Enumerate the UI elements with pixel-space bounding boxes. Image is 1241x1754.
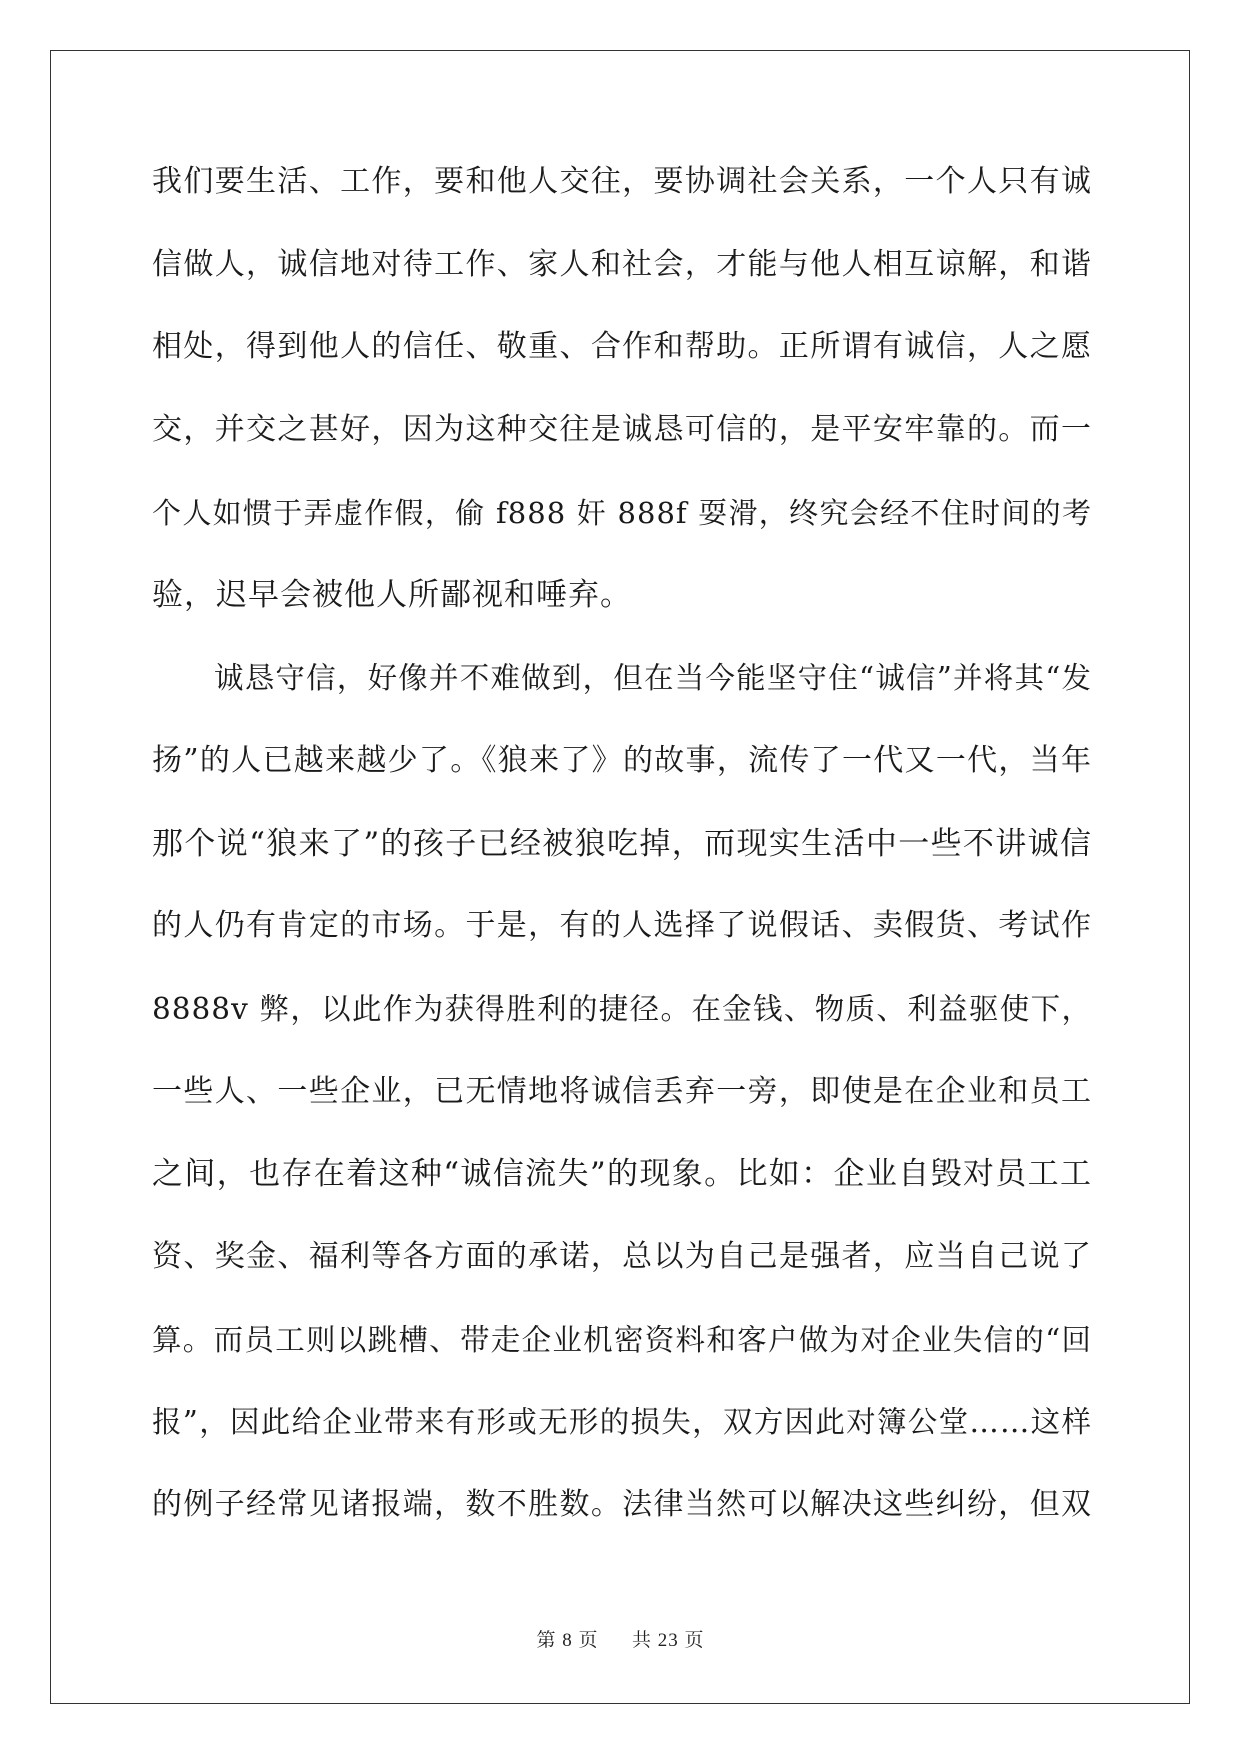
text-line: 算。而员工则以跳槽、带走企业机密资料和客户做为对企业失信的“回 [152, 1322, 1092, 1357]
text-line: 一些人、一些企业，已无情地将诚信丢弃一旁，即使是在企业和员工 [152, 1073, 1092, 1109]
paragraph-2 [152, 656, 1092, 1566]
text-line: 验，迟早会被他人所鄙视和唾弃。 [152, 577, 632, 614]
text-line: 诚恳守信，好像并不难做到，但在当今能坚守住“诚信”并将其“发 [214, 661, 1092, 696]
text-line: 资、奖金、福利等各方面的承诺，总以为自己是强者，应当自己说了 [152, 1238, 1092, 1274]
page-number: 第 8 页 [536, 1630, 599, 1651]
text-line: 交，并交之甚好，因为这种交往是诚恳可信的，是平安牢靠的。而一 [152, 412, 1092, 448]
text-line: 的例子经常见诸报端，数不胜数。法律当然可以解决这些纠纷，但双 [152, 1487, 1092, 1522]
text-line: 8888v 弊，以此作为获得胜利的捷径。在金钱、物质、利益驱使下， [152, 991, 1092, 1026]
text-line: 的人仍有肯定的市场。于是，有的人选择了说假话、卖假货、考试作 [152, 908, 1092, 944]
paragraph-1 [152, 160, 1092, 656]
page-total: 共 23 页 [632, 1630, 705, 1651]
text-line: 那个说“狼来了”的孩子已经被狼吃掉，而现实生活中一些不讲诚信 [152, 825, 1092, 862]
text-line: 相处，得到他人的信任、敬重、合作和帮助。正所谓有诚信，人之愿 [152, 329, 1092, 365]
document-body [152, 160, 1092, 1566]
text-line: 扬”的人已越来越少了。《狼来了》的故事，流传了一代又一代，当年 [152, 742, 1092, 778]
page-footer [0, 1625, 1241, 1652]
text-line: 报”，因此给企业带来有形或无形的损失，双方因此对簿公堂……这样 [152, 1405, 1092, 1440]
text-line: 个人如惯于弄虚作假，偷 f888 奸 888f 耍滑，终究会经不住时间的考 [152, 495, 1092, 530]
text-line: 信做人，诚信地对待工作、家人和社会，才能与他人相互谅解，和谐 [152, 246, 1092, 282]
text-line: 之间，也存在着这种“诚信流失”的现象。比如：企业自毁对员工工 [152, 1156, 1092, 1193]
text-line: 我们要生活、工作，要和他人交往，要协调社会关系，一个人只有诚 [152, 164, 1092, 199]
